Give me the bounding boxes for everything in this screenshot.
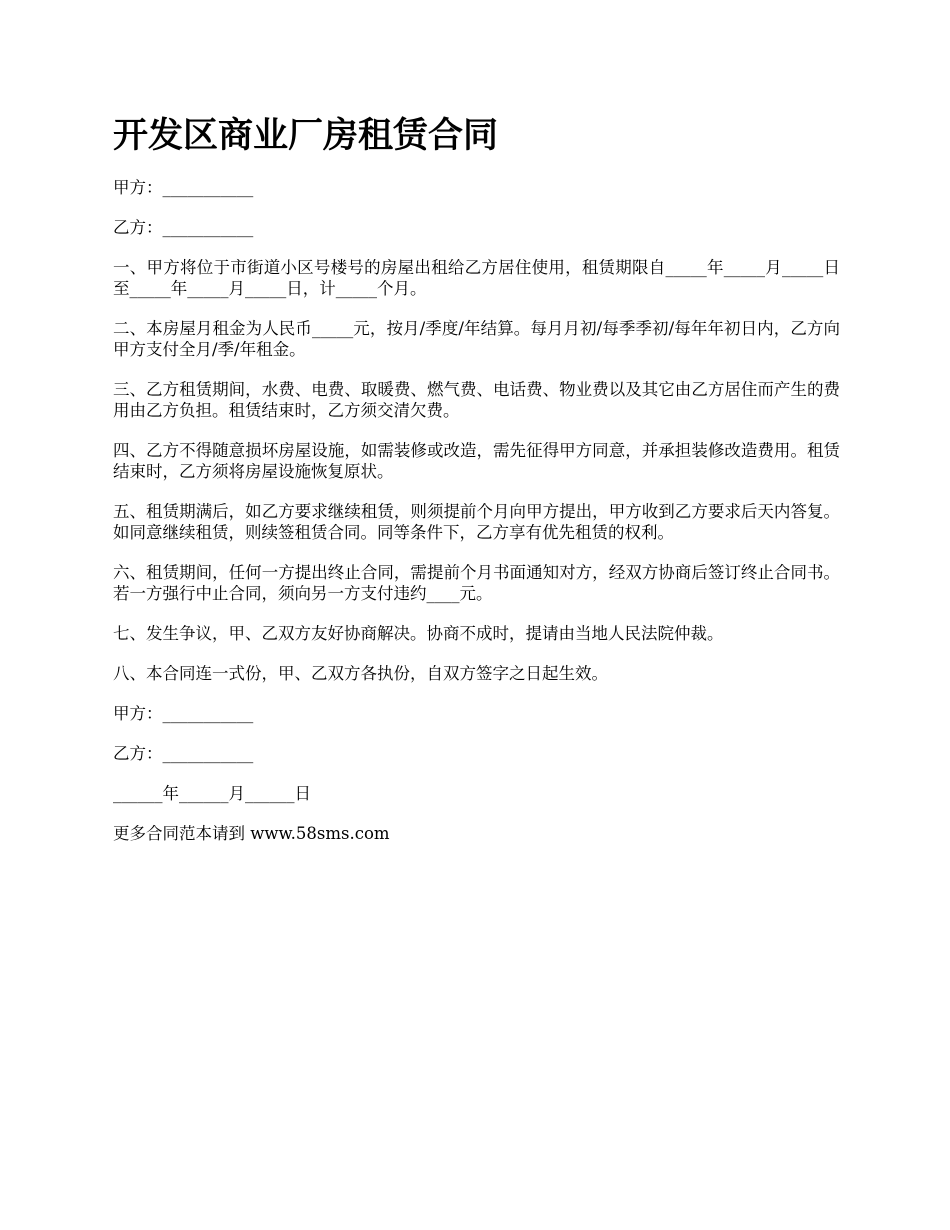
clause-5: 五、租赁期满后，如乙方要求继续租赁，则须提前个月向甲方提出，甲方收到乙方要求后天内答复。如同意继续租赁，则续签租赁合同。同等条件下，乙方享有优先租赁的权利。 bbox=[113, 502, 840, 542]
footer-note: 更多合同范本请到 www.58sms.com bbox=[113, 824, 390, 843]
clause-2: 二、本房屋月租金为人民币_____元，按月/季度/年结算。每月月初/每季季初/每年年初日内，乙方向甲方支付全月/季/年租金。 bbox=[113, 319, 840, 359]
party-b-line: 乙方：___________ bbox=[113, 218, 254, 237]
clause-1: 一、甲方将位于市街道小区号楼号的房屋出租给乙方居住使用，租赁期限自_____年_____月_____日至_____年_____月_____日，计_____个月。 bbox=[113, 258, 840, 298]
party-a-line: 甲方：___________ bbox=[113, 178, 254, 197]
clause-4: 四、乙方不得随意损坏房屋设施，如需装修或改造，需先征得甲方同意，并承担装修改造费用。租赁结束时，乙方须将房屋设施恢复原状。 bbox=[113, 441, 840, 481]
signature-date: ______年______月______日 bbox=[113, 784, 311, 803]
document-title: 开发区商业厂房租赁合同 bbox=[113, 116, 499, 156]
clause-8: 八、本合同连一式份，甲、乙双方各执份，自双方签字之日起生效。 bbox=[113, 664, 608, 683]
contract-page bbox=[113, 110, 840, 844]
clause-3: 三、乙方租赁期间，水费、电费、取暖费、燃气费、电话费、物业费以及其它由乙方居住而产生的费用由乙方负担。租赁结束时，乙方须交清欠费。 bbox=[113, 380, 840, 420]
signature-party-a: 甲方：___________ bbox=[113, 704, 254, 723]
clause-6: 六、租赁期间，任何一方提出终止合同，需提前个月书面通知对方，经双方协商后签订终止合同书。若一方强行中止合同，须向另一方支付违约____元。 bbox=[113, 563, 840, 603]
signature-party-b: 乙方：___________ bbox=[113, 744, 254, 763]
clause-7: 七、发生争议，甲、乙双方友好协商解决。协商不成时，提请由当地人民法院仲裁。 bbox=[113, 624, 724, 643]
